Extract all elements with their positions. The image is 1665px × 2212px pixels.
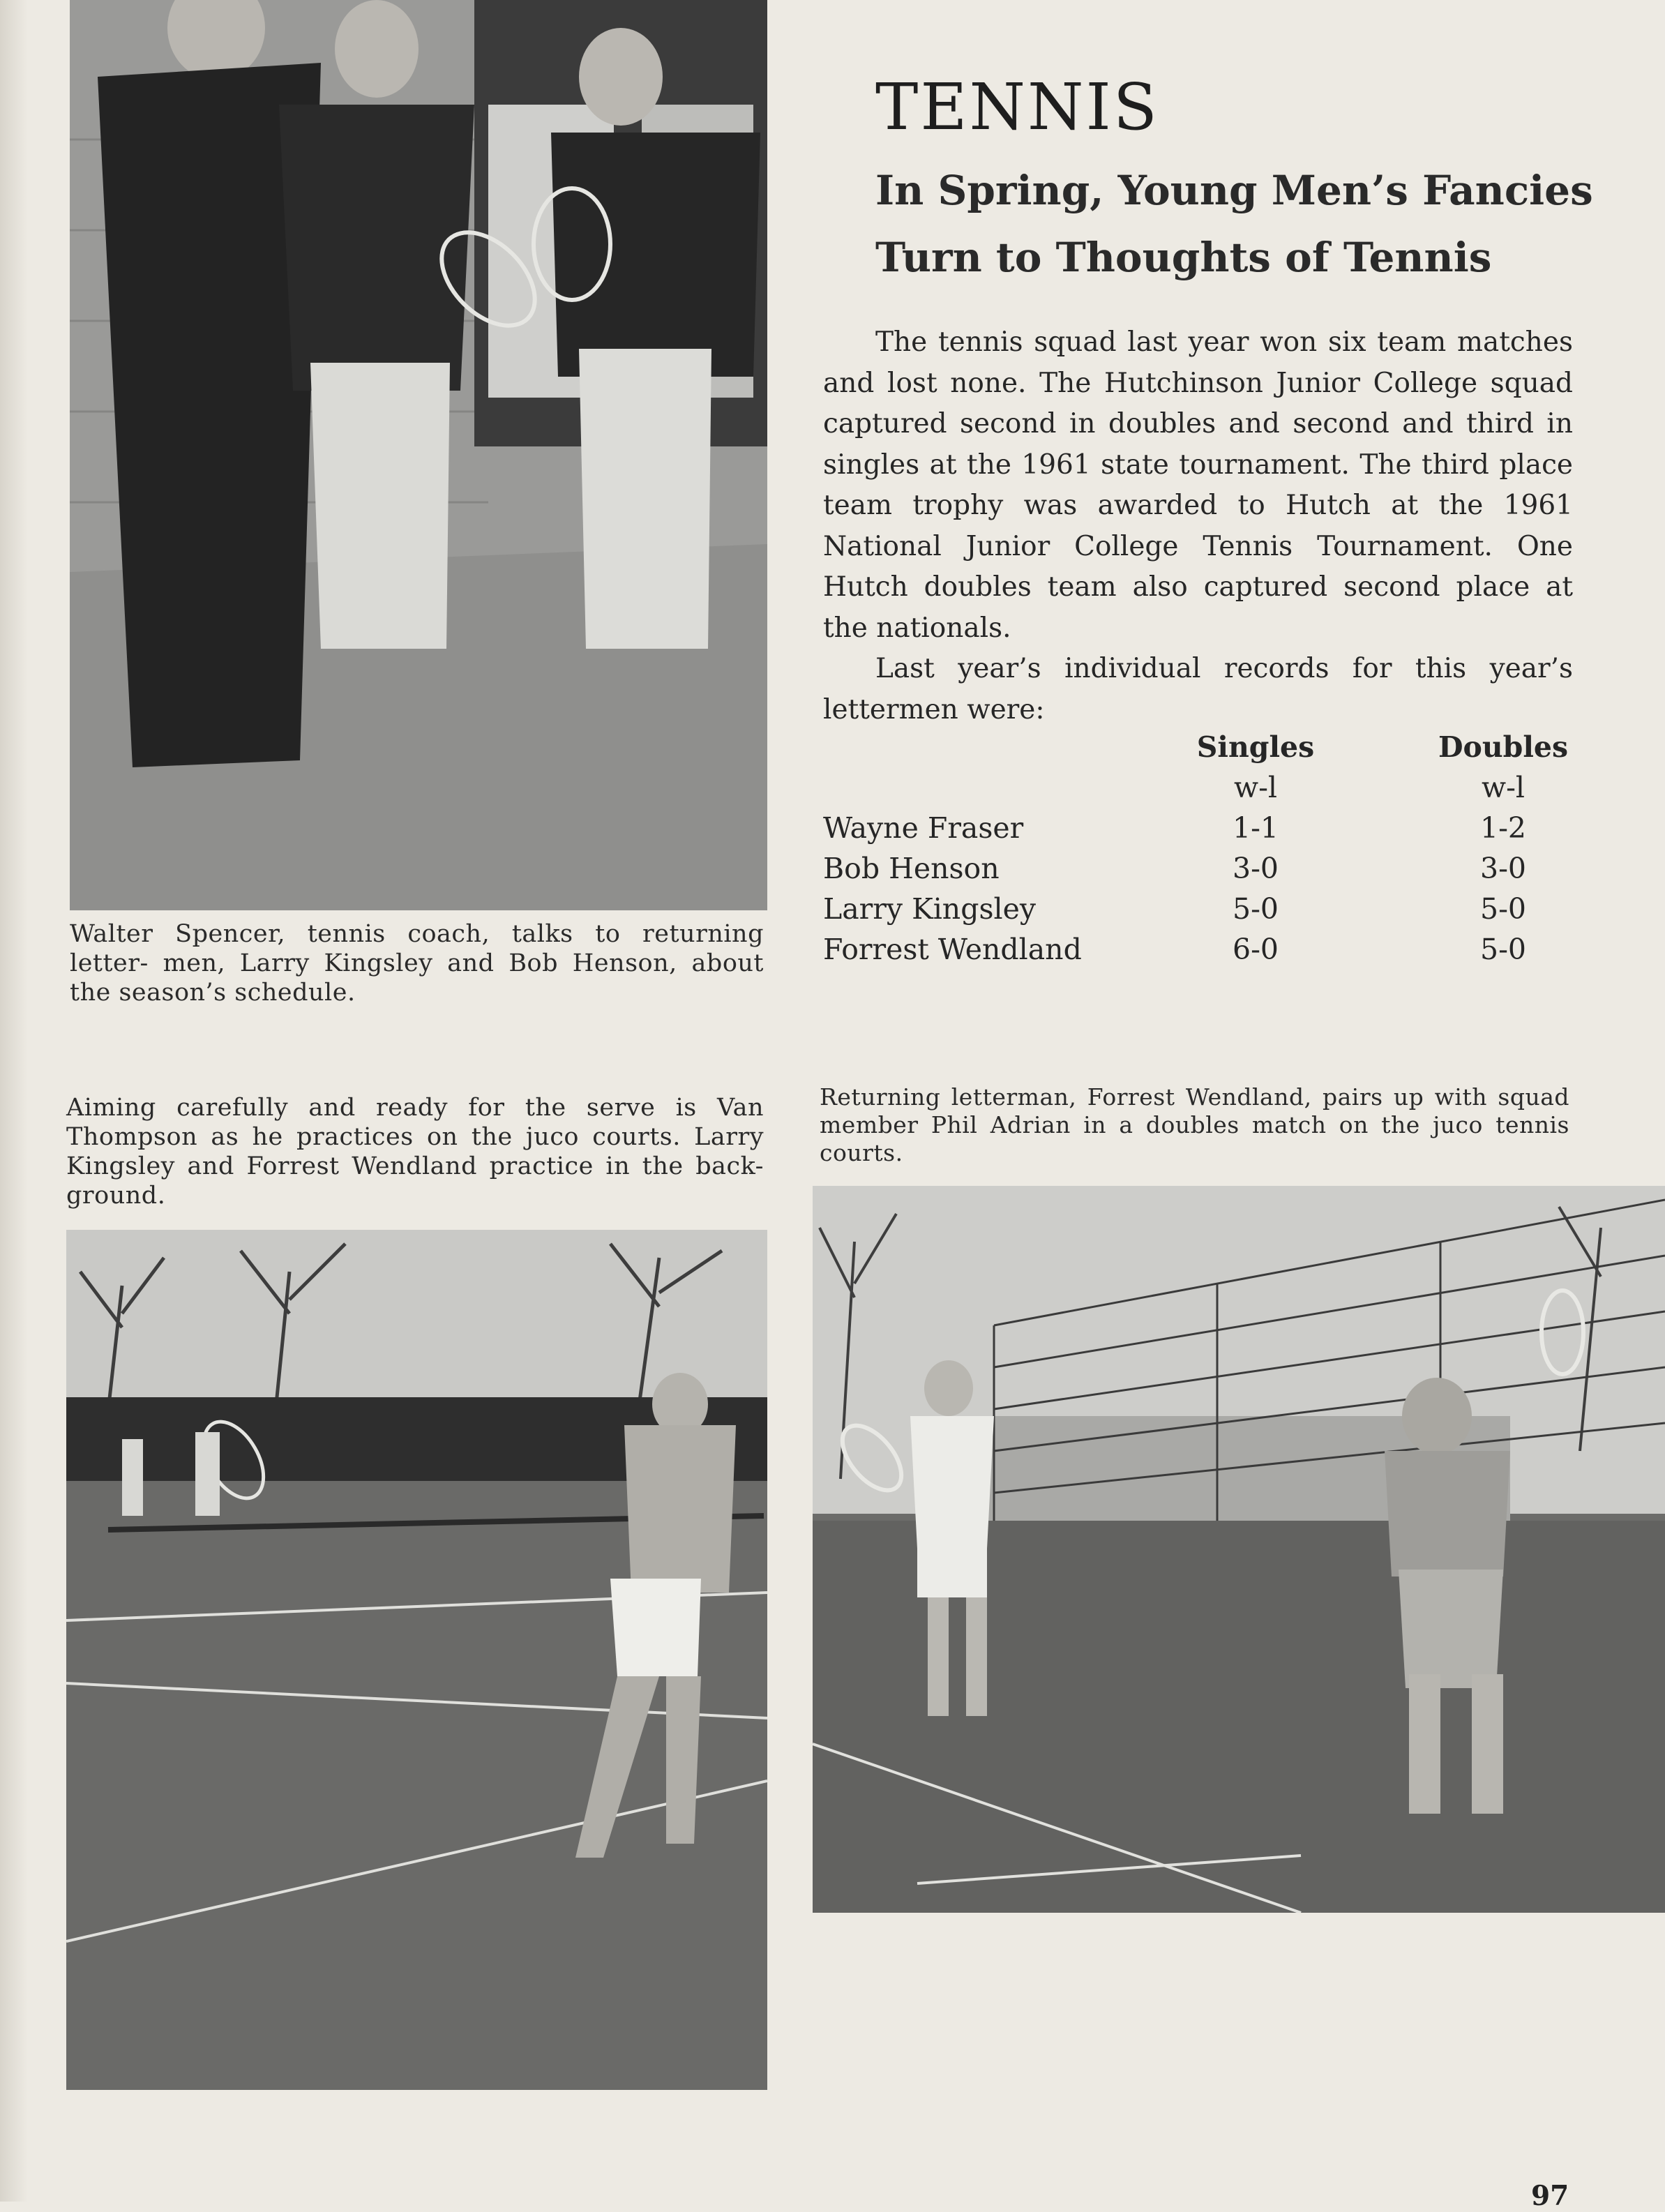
paragraph-season-summary: The tennis squad last year won six team matches and lost none. The Hutchinson Junior College squad captured second in doubles and second and third in singles at the 1961 state tournament. The third place team trophy was awarded to Hutch at the 1961 National Junior College Tennis Tournament. One Hutch doubles team also captured second place at the nationals.: [823, 326, 1573, 644]
records-table: [823, 727, 1573, 970]
article-body: [823, 322, 1573, 730]
page-title: TENNIS: [875, 70, 1159, 144]
subheader-singles: w-l: [1233, 771, 1278, 804]
page-binding-edge: [0, 0, 28, 2202]
player-name: Forrest Wendland: [823, 933, 1082, 966]
records-header-row: [823, 727, 1573, 767]
doubles-record: 5-0: [1479, 892, 1527, 926]
doubles-record: 3-0: [1479, 852, 1527, 885]
player-name: Wayne Fraser: [823, 811, 1024, 845]
table-row: [823, 848, 1573, 889]
singles-record: 1-1: [1232, 811, 1279, 845]
singles-record: 5-0: [1232, 892, 1279, 926]
paragraph-records-intro: Last year’s individual records for this year’s lettermen were:: [823, 653, 1573, 725]
header-doubles: Doubles: [1438, 730, 1569, 764]
table-row: [823, 889, 1573, 929]
photo-serve-practice: [66, 1230, 767, 2090]
page-subtitle: In Spring, Young Men’s Fancies Turn to Thoughts of Tennis: [875, 167, 1593, 281]
caption-coach-photo: Walter Spencer, tennis coach, talks to returning letter- men, Larry Kingsley and Bob Henson, about the season’s schedule.: [70, 920, 764, 1007]
player-name: Larry Kingsley: [823, 892, 1037, 926]
subheader-doubles: w-l: [1481, 771, 1525, 804]
caption-doubles-photo: Returning letterman, Forrest Wendland, pairs up with squad member Phil Adrian in a doubles match on the juco tennis courts.: [820, 1083, 1569, 1166]
table-row: [823, 929, 1573, 970]
player-name: Bob Henson: [823, 852, 1000, 885]
doubles-record: 5-0: [1479, 933, 1527, 966]
singles-record: 3-0: [1232, 852, 1279, 885]
page-number: 97: [1531, 2180, 1569, 2212]
photo-coach-hallway: [70, 0, 767, 910]
singles-record: 6-0: [1232, 933, 1279, 966]
caption-serve-photo: Aiming carefully and ready for the serve is Van Thompson as he practices on the juco courts. Larry Kingsley and Forrest Wendland practice in the back- ground.: [66, 1094, 764, 1210]
records-subheader-row: [823, 767, 1573, 808]
header-singles: Singles: [1196, 730, 1315, 764]
table-row: [823, 808, 1573, 848]
doubles-record: 1-2: [1479, 811, 1527, 845]
photo-doubles-match: [813, 1186, 1665, 1913]
